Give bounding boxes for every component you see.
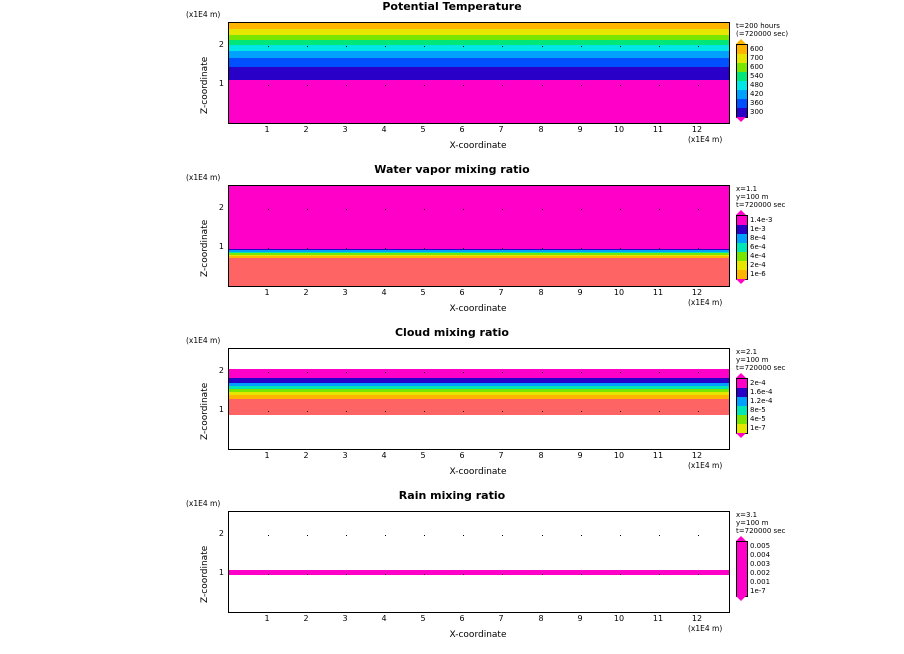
- y-axis-units: (x1E4 m): [186, 336, 221, 345]
- grid-dot: [463, 535, 464, 536]
- x-axis-tick: 12: [691, 614, 703, 623]
- plot-area: [228, 22, 730, 124]
- x-axis-tick: 2: [303, 451, 309, 460]
- grid-dot: [346, 85, 347, 86]
- colorbar-segment-4: [737, 415, 747, 424]
- grid-dot: [307, 372, 308, 373]
- x-axis-tick: 7: [498, 125, 504, 134]
- grid-dot: [268, 46, 269, 47]
- colorbar-arrow-bottom: [736, 433, 746, 438]
- chart-panel-1: [0, 0, 904, 163]
- colorbar-tick-label: 8e-5: [750, 406, 766, 414]
- y-axis-units: (x1E4 m): [186, 173, 221, 182]
- grid-dot: [307, 46, 308, 47]
- grid-dot: [620, 411, 621, 412]
- grid-dot: [307, 535, 308, 536]
- colorbar-segment-5: [737, 424, 747, 433]
- grid-dot: [502, 209, 503, 210]
- grid-dot: [502, 372, 503, 373]
- grid-dot: [659, 46, 660, 47]
- plot-area: [228, 185, 730, 287]
- grid-dot: [581, 411, 582, 412]
- colorbar-tick-label: 1.2e-4: [750, 397, 773, 405]
- grid-dot: [698, 535, 699, 536]
- grid-dot: [698, 248, 699, 249]
- grid-dot: [502, 535, 503, 536]
- x-axis-tick: 12: [691, 288, 703, 297]
- colorbar-tick-label: 6e-4: [750, 243, 766, 251]
- grid-dot: [542, 248, 543, 249]
- grid-dot: [268, 411, 269, 412]
- panel-annotation: t=720000 sec: [736, 527, 786, 535]
- grid-dot: [502, 574, 503, 575]
- grid-dot: [620, 574, 621, 575]
- grid-dot: [502, 411, 503, 412]
- x-axis-tick: 12: [691, 451, 703, 460]
- grid-dot: [463, 411, 464, 412]
- x-axis-tick: 4: [381, 614, 387, 623]
- x-axis-tick: 2: [303, 125, 309, 134]
- grid-dot: [346, 574, 347, 575]
- grid-dot: [424, 85, 425, 86]
- x-axis-tick: 8: [538, 614, 544, 623]
- colorbar: [736, 541, 748, 597]
- y-axis-units: (x1E4 m): [186, 10, 221, 19]
- grid-dot: [424, 248, 425, 249]
- grid-dot: [659, 85, 660, 86]
- colorbar-tick-label: 540: [750, 72, 764, 80]
- panel-title: Rain mixing ratio: [398, 489, 506, 502]
- colorbar-tick-label: 700: [750, 54, 764, 62]
- y-axis-tick: 2: [218, 366, 224, 375]
- panel-title: Potential Temperature: [382, 0, 522, 13]
- colorbar-tick-label: 0.004: [750, 551, 771, 559]
- grid-dot: [268, 85, 269, 86]
- colorbar-arrow-bottom: [736, 596, 746, 601]
- grid-dot: [346, 209, 347, 210]
- colorbar-tick-label: 1e-6: [750, 270, 766, 278]
- x-axis-tick: 10: [613, 125, 625, 134]
- colorbar-segment-2: [737, 234, 747, 243]
- grid-dot: [346, 372, 347, 373]
- panel-title: Water vapor mixing ratio: [374, 163, 530, 176]
- panel-annotation: y=100 m: [736, 193, 769, 201]
- grid-dot: [424, 372, 425, 373]
- colorbar-tick-label: 0.002: [750, 569, 771, 577]
- grid-dot: [463, 248, 464, 249]
- y-axis-tick: 2: [218, 203, 224, 212]
- x-axis-tick: 11: [652, 614, 664, 623]
- x-axis-tick: 11: [652, 125, 664, 134]
- colorbar-segment-4: [737, 578, 747, 587]
- colorbar-tick-label: 480: [750, 81, 764, 89]
- grid-dot: [385, 574, 386, 575]
- grid-dot: [542, 85, 543, 86]
- grid-dot: [698, 574, 699, 575]
- x-axis-tick: 3: [342, 288, 348, 297]
- colorbar: [736, 378, 748, 434]
- colorbar-segment-3: [737, 406, 747, 415]
- grid-dots: [229, 186, 729, 286]
- grid-dots: [229, 512, 729, 612]
- grid-dot: [463, 209, 464, 210]
- x-axis-tick: 7: [498, 614, 504, 623]
- x-axis-tick: 3: [342, 451, 348, 460]
- x-axis-label: X-coordinate: [449, 630, 507, 640]
- grid-dot: [424, 535, 425, 536]
- y-axis-label: Z-coordinate: [200, 56, 210, 114]
- panel-annotation: t=720000 sec: [736, 201, 786, 209]
- y-axis-label: Z-coordinate: [200, 545, 210, 603]
- colorbar-segment-5: [737, 90, 747, 99]
- x-axis-tick: 10: [613, 451, 625, 460]
- colorbar-segment-1: [737, 551, 747, 560]
- colorbar-segment-5: [737, 587, 747, 596]
- colorbar-arrow-bottom: [736, 279, 746, 284]
- colorbar-segment-6: [737, 99, 747, 108]
- colorbar-tick-label: 600: [750, 45, 764, 53]
- colorbar-tick-label: 8e-4: [750, 234, 766, 242]
- x-axis-tick: 4: [381, 288, 387, 297]
- x-axis-tick: 3: [342, 614, 348, 623]
- colorbar: [736, 215, 748, 280]
- panel-title: Cloud mixing ratio: [394, 326, 509, 339]
- grid-dot: [307, 411, 308, 412]
- grid-dot: [502, 46, 503, 47]
- x-axis-tick: 10: [613, 614, 625, 623]
- colorbar-tick-label: 1e-7: [750, 587, 766, 595]
- grid-dot: [385, 411, 386, 412]
- grid-dot: [385, 46, 386, 47]
- panel-annotation: x=3.1: [736, 511, 758, 519]
- x-axis-tick: 4: [381, 125, 387, 134]
- colorbar-segment-5: [737, 261, 747, 270]
- grid-dot: [659, 248, 660, 249]
- grid-dot: [581, 46, 582, 47]
- x-axis-tick: 1: [264, 451, 270, 460]
- panel-annotation: x=1.1: [736, 185, 758, 193]
- chart-panel-3: [0, 326, 904, 489]
- x-axis-tick: 1: [264, 614, 270, 623]
- y-axis-tick: 1: [218, 568, 224, 577]
- grid-dot: [463, 574, 464, 575]
- colorbar-segment-3: [737, 569, 747, 578]
- grid-dot: [698, 209, 699, 210]
- grid-dot: [424, 411, 425, 412]
- grid-dot: [385, 209, 386, 210]
- grid-dot: [698, 46, 699, 47]
- colorbar-segment-2: [737, 397, 747, 406]
- colorbar-tick-label: 1.6e-4: [750, 388, 773, 396]
- colorbar-tick-label: 1e-7: [750, 424, 766, 432]
- colorbar-tick-label: 300: [750, 108, 764, 116]
- colorbar-tick-label: 0.005: [750, 542, 771, 550]
- x-axis-tick: 8: [538, 451, 544, 460]
- colorbar-tick-label: 600: [750, 63, 764, 71]
- chart-panel-4: [0, 489, 904, 652]
- colorbar-tick-label: 4e-4: [750, 252, 766, 260]
- colorbar-segment-6: [737, 270, 747, 279]
- plot-area: [228, 348, 730, 450]
- grid-dot: [542, 372, 543, 373]
- colorbar-tick-label: 4e-5: [750, 415, 766, 423]
- y-axis-label: Z-coordinate: [200, 382, 210, 440]
- grid-dot: [385, 85, 386, 86]
- grid-dot: [581, 535, 582, 536]
- colorbar-tick-label: 1e-3: [750, 225, 766, 233]
- grid-dots: [229, 23, 729, 123]
- x-axis-tick: 2: [303, 614, 309, 623]
- grid-dot: [307, 85, 308, 86]
- colorbar: [736, 44, 748, 118]
- grid-dot: [307, 574, 308, 575]
- y-axis-tick: 2: [218, 529, 224, 538]
- grid-dot: [346, 411, 347, 412]
- grid-dot: [620, 372, 621, 373]
- grid-dot: [424, 46, 425, 47]
- colorbar-segment-0: [737, 216, 747, 225]
- grid-dot: [659, 372, 660, 373]
- x-axis-tick: 7: [498, 451, 504, 460]
- grid-dot: [346, 535, 347, 536]
- x-axis-tick: 11: [652, 288, 664, 297]
- colorbar-segment-4: [737, 81, 747, 90]
- grid-dot: [502, 85, 503, 86]
- grid-dot: [463, 85, 464, 86]
- x-axis-tick: 6: [459, 125, 465, 134]
- x-axis-tick: 12: [691, 125, 703, 134]
- grid-dot: [463, 372, 464, 373]
- chart-panel-2: [0, 163, 904, 326]
- grid-dot: [620, 46, 621, 47]
- grid-dot: [581, 248, 582, 249]
- x-axis-label: X-coordinate: [449, 304, 507, 314]
- grid-dot: [307, 248, 308, 249]
- y-axis-units: (x1E4 m): [186, 499, 221, 508]
- x-axis-tick: 9: [577, 614, 583, 623]
- grid-dot: [542, 46, 543, 47]
- colorbar-tick-label: 2e-4: [750, 261, 766, 269]
- x-axis-tick: 5: [420, 614, 426, 623]
- x-axis-tick: 1: [264, 288, 270, 297]
- grid-dot: [659, 574, 660, 575]
- x-axis-tick: 1: [264, 125, 270, 134]
- grid-dot: [346, 248, 347, 249]
- grid-dot: [581, 574, 582, 575]
- grid-dot: [581, 209, 582, 210]
- panel-annotation: y=100 m: [736, 356, 769, 364]
- x-axis-tick: 11: [652, 451, 664, 460]
- x-axis-tick: 3: [342, 125, 348, 134]
- x-axis-tick: 7: [498, 288, 504, 297]
- x-axis-tick: 9: [577, 451, 583, 460]
- x-axis-tick: 6: [459, 614, 465, 623]
- colorbar-segment-1: [737, 388, 747, 397]
- grid-dot: [542, 574, 543, 575]
- colorbar-tick-label: 0.001: [750, 578, 771, 586]
- grid-dot: [385, 535, 386, 536]
- x-axis-tick: 9: [577, 125, 583, 134]
- y-axis-tick: 1: [218, 405, 224, 414]
- colorbar-tick-label: 360: [750, 99, 764, 107]
- colorbar-tick-label: 2e-4: [750, 379, 766, 387]
- panel-annotation: x=2.1: [736, 348, 758, 356]
- grid-dot: [698, 372, 699, 373]
- grid-dot: [542, 411, 543, 412]
- colorbar-segment-3: [737, 243, 747, 252]
- x-axis-label: X-coordinate: [449, 467, 507, 477]
- y-axis-tick: 2: [218, 40, 224, 49]
- grid-dot: [385, 372, 386, 373]
- grid-dot: [581, 85, 582, 86]
- grid-dot: [659, 209, 660, 210]
- grid-dot: [620, 535, 621, 536]
- x-axis-label: X-coordinate: [449, 141, 507, 151]
- grid-dot: [463, 46, 464, 47]
- panel-annotation: t=720000 sec: [736, 364, 786, 372]
- colorbar-segment-0: [737, 379, 747, 388]
- y-axis-label: Z-coordinate: [200, 219, 210, 277]
- grid-dot: [268, 574, 269, 575]
- y-axis-tick: 1: [218, 242, 224, 251]
- grid-dot: [268, 248, 269, 249]
- x-axis-tick: 5: [420, 451, 426, 460]
- x-axis-tick: 5: [420, 288, 426, 297]
- grid-dot: [659, 411, 660, 412]
- grid-dot: [542, 535, 543, 536]
- colorbar-arrow-bottom: [736, 117, 746, 122]
- colorbar-segment-1: [737, 54, 747, 63]
- x-axis-tick: 6: [459, 451, 465, 460]
- grid-dot: [385, 248, 386, 249]
- x-axis-tick: 10: [613, 288, 625, 297]
- x-axis-tick: 8: [538, 288, 544, 297]
- x-axis-units: (x1E4 m): [688, 135, 723, 144]
- grid-dot: [502, 248, 503, 249]
- colorbar-tick-label: 0.003: [750, 560, 771, 568]
- panel-annotation: t=200 hours: [736, 22, 780, 30]
- x-axis-tick: 5: [420, 125, 426, 134]
- grid-dot: [424, 574, 425, 575]
- plot-area: [228, 511, 730, 613]
- x-axis-units: (x1E4 m): [688, 461, 723, 470]
- colorbar-segment-7: [737, 108, 747, 117]
- colorbar-segment-2: [737, 63, 747, 72]
- grid-dot: [659, 535, 660, 536]
- grid-dot: [268, 209, 269, 210]
- grid-dot: [620, 209, 621, 210]
- x-axis-tick: 4: [381, 451, 387, 460]
- grid-dot: [581, 372, 582, 373]
- colorbar-segment-0: [737, 542, 747, 551]
- grid-dot: [307, 209, 308, 210]
- x-axis-units: (x1E4 m): [688, 624, 723, 633]
- colorbar-tick-label: 420: [750, 90, 764, 98]
- x-axis-tick: 6: [459, 288, 465, 297]
- colorbar-segment-4: [737, 252, 747, 261]
- colorbar-tick-label: 1.4e-3: [750, 216, 773, 224]
- x-axis-tick: 8: [538, 125, 544, 134]
- grid-dot: [346, 46, 347, 47]
- y-axis-tick: 1: [218, 79, 224, 88]
- grid-dot: [424, 209, 425, 210]
- grid-dot: [542, 209, 543, 210]
- colorbar-segment-2: [737, 560, 747, 569]
- x-axis-tick: 9: [577, 288, 583, 297]
- colorbar-segment-3: [737, 72, 747, 81]
- x-axis-units: (x1E4 m): [688, 298, 723, 307]
- grid-dots: [229, 349, 729, 449]
- x-axis-tick: 2: [303, 288, 309, 297]
- panel-annotation: y=100 m: [736, 519, 769, 527]
- grid-dot: [698, 85, 699, 86]
- colorbar-segment-1: [737, 225, 747, 234]
- grid-dot: [268, 372, 269, 373]
- panel-annotation: (=720000 sec): [736, 30, 789, 38]
- grid-dot: [268, 535, 269, 536]
- grid-dot: [698, 411, 699, 412]
- colorbar-segment-0: [737, 45, 747, 54]
- grid-dot: [620, 248, 621, 249]
- grid-dot: [620, 85, 621, 86]
